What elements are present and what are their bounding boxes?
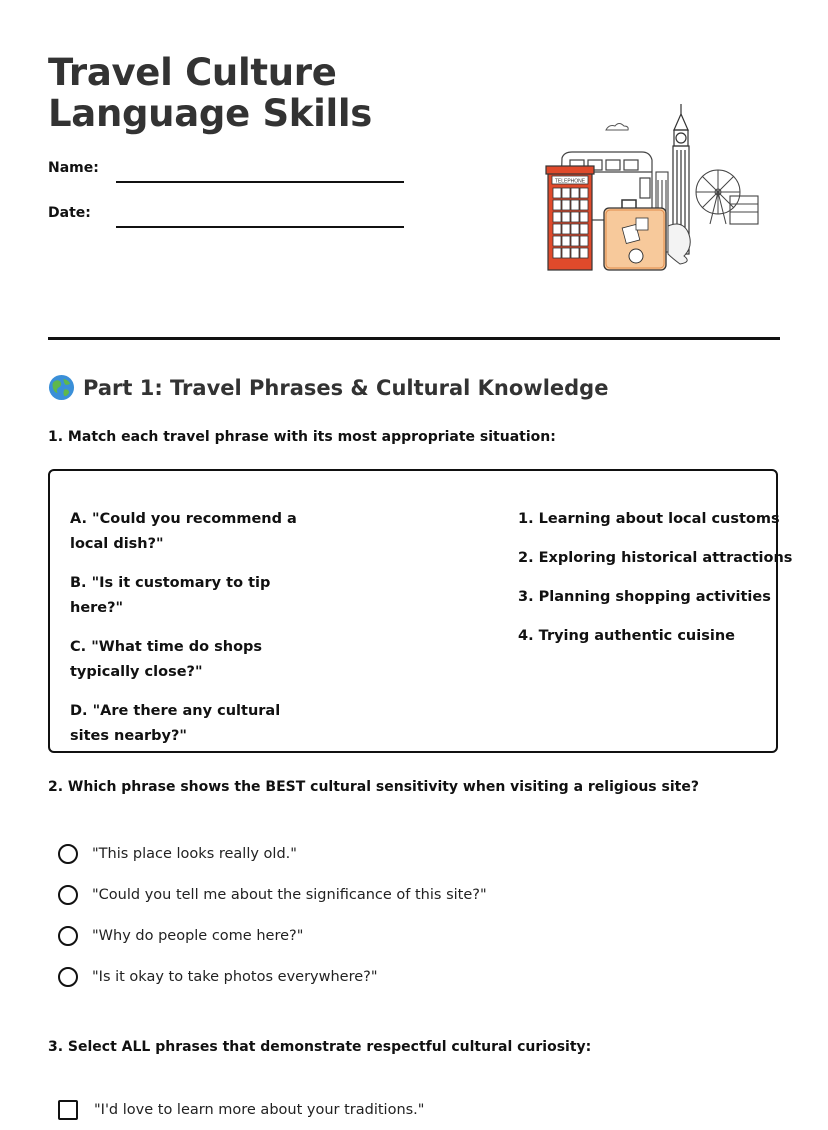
- booth-sign: TELEPHONE: [554, 178, 586, 185]
- option-label: "Could you tell me about the significance of this site?": [92, 886, 487, 903]
- phrase-b: B. "Is it customary to tip here?": [70, 575, 271, 616]
- checkbox[interactable]: [58, 1100, 78, 1120]
- q2-option[interactable]: [58, 833, 487, 874]
- name-label: Name:: [48, 160, 99, 176]
- part1-heading: [48, 374, 608, 401]
- situation-2: 2. Exploring historical attractions: [518, 550, 793, 566]
- q2-prompt: 2. Which phrase shows the BEST cultural sensitivity when visiting a religious site?: [48, 779, 699, 795]
- situation-column: [518, 507, 793, 663]
- phrase-column: [70, 507, 320, 763]
- suitcase-icon: [604, 200, 666, 270]
- matching-box: [48, 469, 793, 753]
- ferris-wheel-icon: [696, 170, 740, 224]
- q2-options: [58, 833, 487, 997]
- q2-option[interactable]: [58, 915, 487, 956]
- radio-button[interactable]: [58, 885, 78, 905]
- radio-button[interactable]: [58, 844, 78, 864]
- q1-prompt: 1. Match each travel phrase with its most appropriate situation:: [48, 429, 556, 445]
- q3-prompt: 3. Select ALL phrases that demonstrate respectful cultural curiosity:: [48, 1039, 592, 1055]
- option-label: "Why do people come here?": [92, 927, 304, 944]
- q3-options: [58, 1089, 424, 1130]
- telephone-booth-icon: [546, 166, 594, 270]
- option-label: "I'd love to learn more about your traditions.": [94, 1101, 425, 1118]
- worksheet-title: Travel Culture Language Skills: [48, 51, 372, 135]
- date-label: Date:: [48, 205, 91, 221]
- situation-3: 3. Planning shopping activities: [518, 589, 771, 605]
- phrase-a: A. "Could you recommend a local dish?": [70, 511, 297, 552]
- phrase-c: C. "What time do shops typically close?": [70, 639, 263, 680]
- situation-1: 1. Learning about local customs: [518, 511, 780, 527]
- radio-button[interactable]: [58, 926, 78, 946]
- q2-option[interactable]: [58, 874, 487, 915]
- phrase-d: D. "Are there any cultural sites nearby?": [70, 703, 281, 744]
- globe-icon: [48, 374, 75, 401]
- section-divider: [48, 337, 780, 340]
- part1-heading-text: Part 1: Travel Phrases & Cultural Knowledge: [83, 375, 609, 400]
- date-field[interactable]: [116, 226, 404, 228]
- london-travel-illustration: [540, 100, 762, 275]
- option-label: "Is it okay to take photos everywhere?": [92, 968, 378, 985]
- q2-option[interactable]: [58, 956, 487, 997]
- name-field[interactable]: [116, 181, 404, 183]
- q3-option[interactable]: [58, 1089, 424, 1130]
- option-label: "This place looks really old.": [92, 845, 297, 862]
- situation-4: 4. Trying authentic cuisine: [518, 628, 735, 644]
- radio-button[interactable]: [58, 967, 78, 987]
